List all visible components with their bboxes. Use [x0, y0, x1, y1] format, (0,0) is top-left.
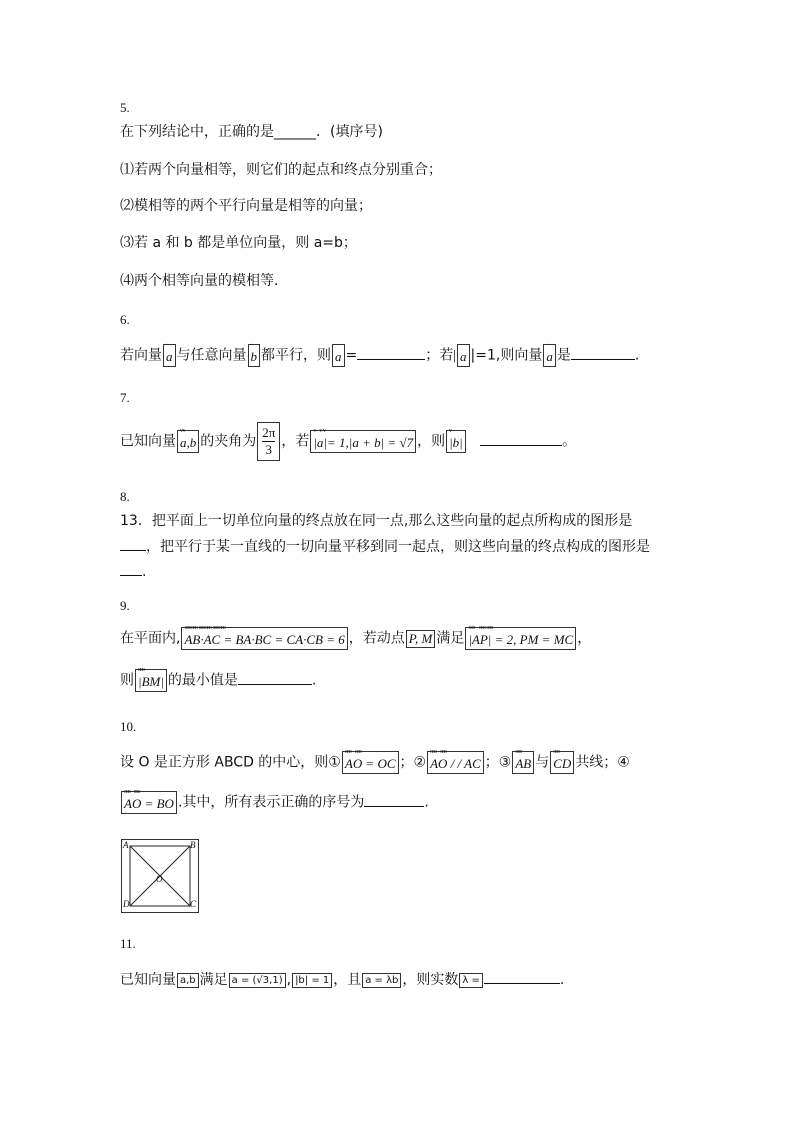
q7-formula-b: v |b| [446, 430, 466, 453]
q9-number: 9. [120, 598, 130, 613]
q9-formula-dot-products: ooo ooo ooo ooo ooo ooo AB·AC = BA·BC = CA·CB = 6 [181, 627, 347, 650]
q9-text: 满足 [436, 630, 465, 647]
q10-formula-4: ooo CD [550, 751, 574, 774]
q10-text: ；③ [484, 754, 512, 771]
answer-blank[interactable] [484, 969, 560, 984]
q8-line-1: 13．把平面上一切单位向量的终点放在同一点,那么这些向量的起点所构成的图形是 [120, 513, 633, 529]
q10-formula-5: ooo ooo AO = BO [121, 791, 177, 814]
answer-blank[interactable] [357, 345, 425, 360]
q6-text: |=1,则向量 [470, 347, 543, 364]
q11-text: ，且 [333, 972, 362, 988]
q10-line-2 [120, 791, 429, 814]
q6-number: 6. [120, 312, 130, 327]
q11-formula-a: a = (√3,1) [229, 973, 286, 988]
q10-text: 设 O 是正方形 ABCD 的中心，则① [120, 754, 341, 771]
answer-blank[interactable] [364, 792, 424, 807]
q11-text: ，则实数 [402, 972, 459, 988]
vertex-c-label: C [190, 899, 197, 909]
vertex-a-label: A [123, 840, 129, 850]
q11-text: . [559, 972, 565, 988]
q6-text: ；若 [425, 347, 454, 364]
q10-number: 10. [120, 719, 137, 734]
q9-formula-bm: ooo |BM| [135, 669, 167, 692]
q11-text: 已知向量 [120, 972, 176, 988]
q7-formula-ab: v v a,b [177, 430, 199, 453]
q5-item-3: ⑶若 a 和 b 都是单位向量，则 a=b； [120, 235, 357, 251]
q10-formula-1: ooo ooo AO = OC [342, 751, 399, 774]
q6-text: 与任意向量 [176, 347, 247, 364]
q6-text: = [345, 347, 358, 364]
q10-formula-2: ooo ooo AO / / AC [427, 751, 484, 774]
q9-text: 则 [120, 672, 134, 689]
q11-formula-lambda-eq: λ = [459, 973, 482, 988]
q8-number: 8. [120, 489, 130, 504]
q6-formula-a3: · a [457, 344, 470, 367]
q6-line: 若向量 · a 与任意向量 · b 都平行，则 · a = ；若| · a |=1,则向量 · a 是 . [120, 344, 639, 367]
q10-text: . [424, 794, 429, 811]
q10-text: .其中，所有表示正确的序号为 [177, 794, 365, 811]
q7-text: 。 [562, 433, 577, 450]
q5-number: 5. [120, 100, 130, 115]
q7-text: 的夹角为 [200, 433, 257, 450]
q7-formula-cond: v v v |a|= 1,|a + b| = √7 [310, 430, 416, 453]
q6-formula-a4: · a [543, 344, 556, 367]
q7-text: ，则 [417, 433, 446, 450]
q10-line-1 [120, 751, 630, 774]
q11-text: , [286, 972, 292, 988]
q9-formula-cond: ooo ooo ooo |AP| = 2, PM = MC [465, 627, 576, 650]
q5-stem: 在下列结论中，正确的是______．(填序号) [120, 124, 383, 140]
q10-formula-3: ooo AB [512, 751, 534, 774]
square-figure [121, 839, 199, 913]
q11-formula-ab: a,b [177, 973, 199, 988]
q5-item-2: ⑵模相等的两个平行向量是相等的向量； [120, 198, 372, 214]
q9-line-2 [120, 669, 316, 692]
q11-text: 满足 [199, 972, 228, 988]
q7-text: ，若 [281, 433, 310, 450]
q7-text: 已知向量 [120, 433, 176, 450]
q6-formula-a: · a [163, 344, 176, 367]
q7-number: 7. [120, 390, 130, 405]
q6-text: 是 [556, 347, 571, 364]
q10-text: ；② [399, 754, 427, 771]
q5-item-1: ⑴若两个向量相等，则它们的起点和终点分别重合； [120, 162, 442, 178]
answer-blank[interactable] [480, 431, 562, 446]
vertex-b-label: B [190, 840, 196, 850]
q6-formula-b: · b [248, 344, 261, 367]
q8-line-3: . [120, 561, 146, 582]
q11-number: 11. [120, 936, 136, 951]
vertex-d-label: D [123, 899, 130, 909]
answer-blank[interactable] [238, 670, 312, 685]
q10-text: 与 [535, 754, 550, 771]
answer-blank[interactable] [120, 536, 146, 551]
q11-formula-b: |b| = 1 [292, 973, 332, 988]
q9-text: . [311, 672, 317, 689]
q11-line [120, 969, 564, 990]
q11-formula-lambda: a = λb [362, 973, 401, 988]
q8-line-2: ，把平行于某一直线的一切向量平移到同一起点，则这些向量的终点构成的图形是 [120, 536, 650, 557]
q6-formula-a2: · a [332, 344, 345, 367]
q9-formula-pm: P, M [406, 630, 436, 648]
q9-text: ， [577, 630, 592, 647]
q9-text: 的最小值是 [167, 672, 238, 689]
q9-line-1 [120, 627, 591, 650]
q5-item-4: ⑷两个相等向量的模相等． [120, 273, 288, 289]
q6-text: . [634, 347, 640, 364]
answer-blank[interactable] [120, 561, 142, 576]
q6-text: 都平行，则 [261, 347, 331, 364]
q9-text: ，若动点 [348, 630, 405, 647]
answer-blank[interactable] [571, 345, 635, 360]
q7-line [120, 422, 576, 461]
q10-text: 共线；④ [575, 754, 630, 771]
q7-formula-angle: $\frac{2\pi}{3}$ [257, 422, 280, 461]
center-o-label: O [156, 874, 163, 884]
q9-text: 在平面内, [120, 630, 181, 647]
q6-text: 若向量 [120, 347, 162, 364]
